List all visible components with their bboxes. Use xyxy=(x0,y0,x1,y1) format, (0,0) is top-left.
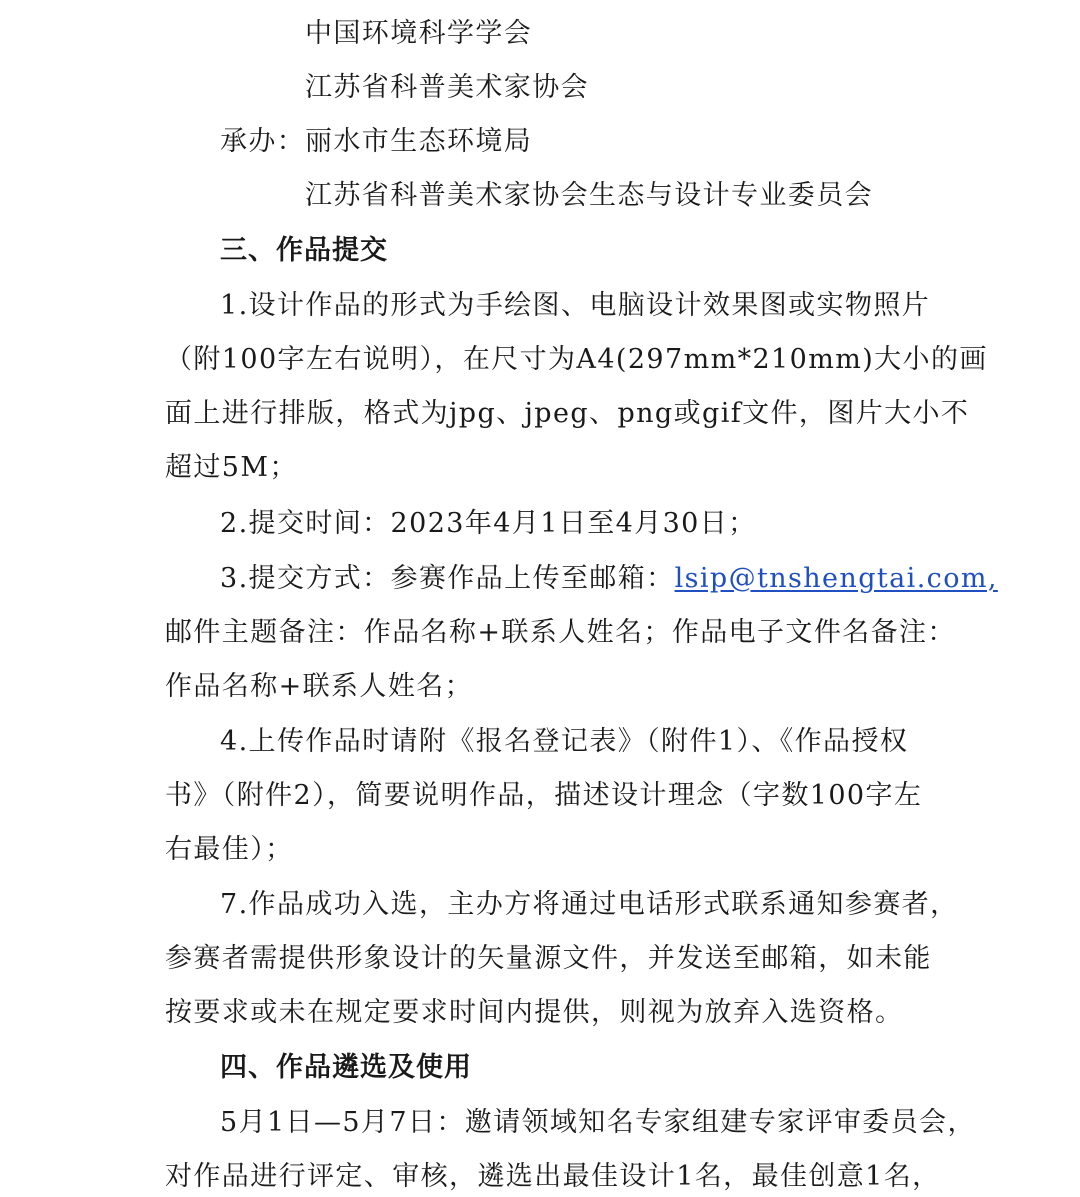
section-4-heading: 四、作品遴选及使用 xyxy=(220,1052,472,1083)
co-organizer-1: 中国环境科学学会 xyxy=(305,18,533,49)
undertaker-label: 承办： xyxy=(220,126,306,157)
item-4-line-3: 右最佳）； xyxy=(165,834,294,865)
section-4-line-1: 5月1日—5月7日：邀请领域知名专家组建专家评审委员会， xyxy=(220,1107,976,1138)
item-4-line-1: 4.上传作品时请附《报名登记表》（附件1）、《作品授权 xyxy=(220,726,909,757)
section-3-heading: 三、作品提交 xyxy=(220,235,388,266)
item-7-line-3: 按要求或未在规定要求时间内提供，则视为放弃入选资格。 xyxy=(165,997,904,1028)
item-1-line-4: 超过5M； xyxy=(165,452,298,483)
undertaker-1: 丽水市生态环境局 xyxy=(305,126,533,157)
email-link[interactable]: lsip@tnshengtai.com, xyxy=(674,563,998,594)
item-2: 2.提交时间：2023年4月1日至4月30日； xyxy=(220,508,757,539)
item-1-line-1: 1.设计作品的形式为手绘图、电脑设计效果图或实物照片 xyxy=(220,290,931,321)
section-4-line-2: 对作品进行评定、审核，遴选出最佳设计1名，最佳创意1名， xyxy=(165,1161,941,1192)
item-4-line-2: 书》（附件2），简要说明作品，描述设计理念（字数100字左 xyxy=(165,780,923,811)
item-7-line-1: 7.作品成功入选，主办方将通过电话形式联系通知参赛者， xyxy=(220,889,959,920)
item-1-line-3: 面上进行排版，格式为jpg、jpeg、png或gif文件，图片大小不 xyxy=(165,398,970,429)
item-3-line-2: 邮件主题备注：作品名称+联系人姓名；作品电子文件名备注： xyxy=(165,617,956,648)
item-3-prefix: 3.提交方式：参赛作品上传至邮箱： xyxy=(220,563,675,594)
item-3-line-3: 作品名称+联系人姓名； xyxy=(165,671,474,702)
co-organizer-2: 江苏省科普美术家协会 xyxy=(305,72,589,103)
undertaker-2: 江苏省科普美术家协会生态与设计专业委员会 xyxy=(305,180,873,211)
item-7-line-2: 参赛者需提供形象设计的矢量源文件，并发送至邮箱，如未能 xyxy=(165,943,932,974)
item-3-line-1 xyxy=(220,559,998,599)
item-1-line-2: （附100字左右说明），在尺寸为A4(297mm*210mm)大小的画 xyxy=(165,344,988,375)
